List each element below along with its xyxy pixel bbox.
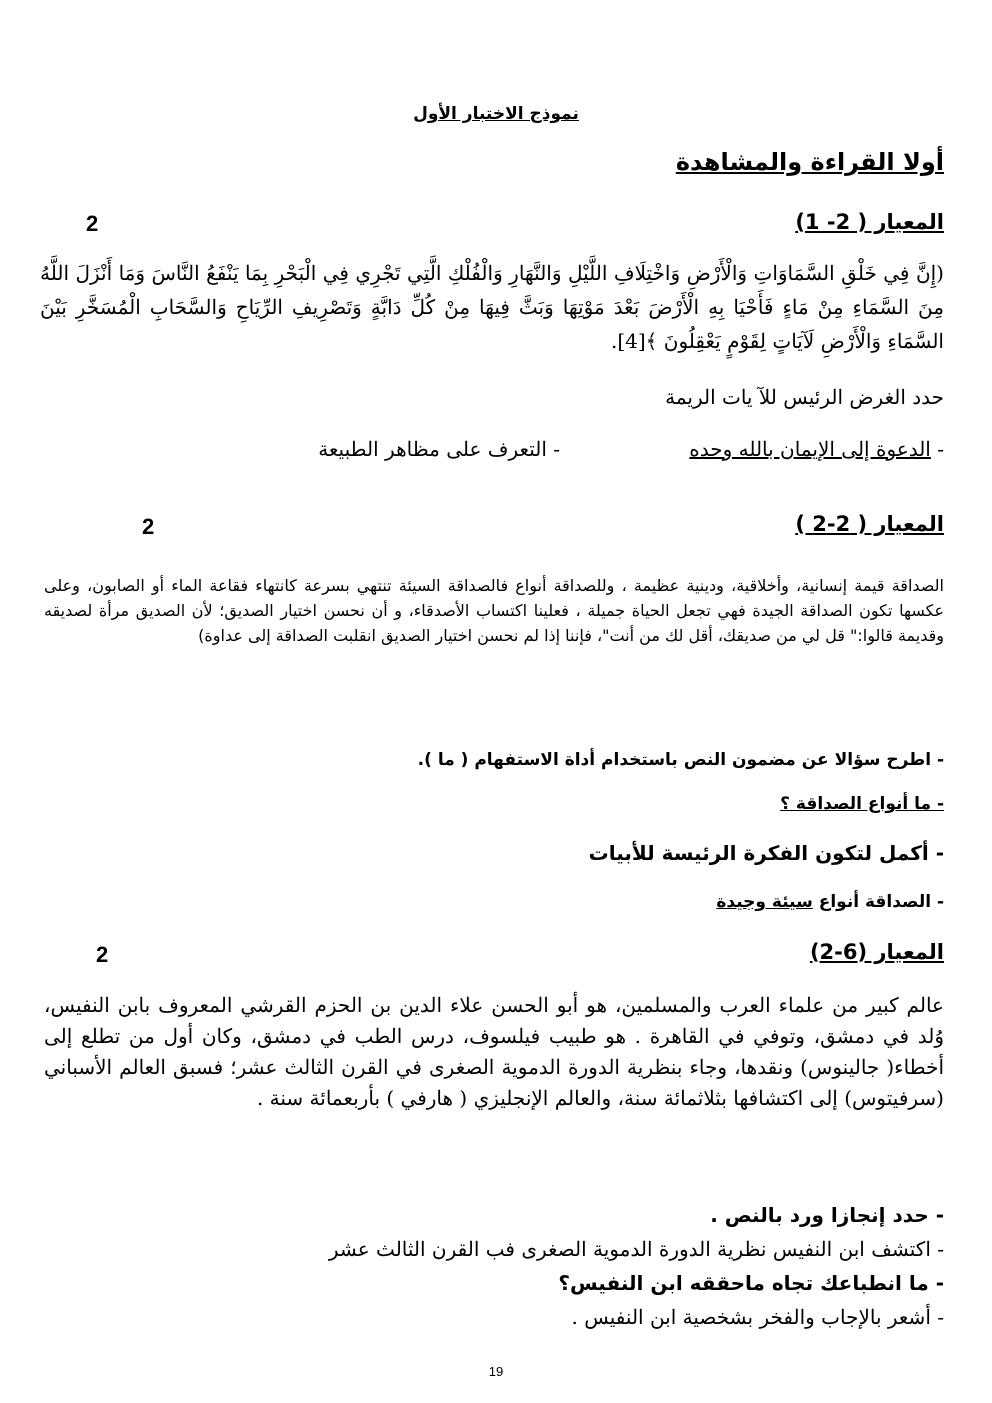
q3-answer-prefix: - الصداقة أنواع [812,892,944,912]
q3-answer [716,892,944,912]
quran-verse: (إِنَّ فِي خَلْقِ السَّمَاوَاتِ وَالْأَرْضِ وَاخْتِلَافِ اللَّيْلِ وَالنَّهَارِ وَالْفُلْكِ الَّتِي تَجْرِي فِي الْبَحْرِ بِمَا يَنْفَعُ النَّاسَ وَمَا أَنْزَلَ اللَّهُ مِنَ السَّمَاءِ مِنْ مَاءٍ فَأَحْيَا بِهِ الْأَرْضَ بَعْدَ مَوْتِهَا وَبَثَّ فِيهَا مِنْ كُلِّ دَابَّةٍ وَتَصْرِيفِ الرِّيَاحِ وَالسَّحَابِ الْمُسَخَّرِ بَيْنَ السَّمَاءِ وَالْأَرْضِ لَآيَاتٍ لِقَوْمٍ يَعْقِلُونَ ﴾[4]. [40,261,944,353]
page-title: نموذج الاختبار الأول [413,104,579,124]
q1-question: حدد الغرض الرئيس للآ يات الريمة [665,385,944,409]
criterion-1-label: المعيار ( 2- 1) [795,210,944,234]
q1-option-b: - التعرف على مظاهر الطبيعة [318,437,560,461]
q1-option-a-text: الدعوة إلى الإيمان بالله وحده [689,437,931,461]
friendship-paragraph: الصداقة قيمة إنسانية، وأخلاقية، ودينية عظيمة ، وللصداقة أنواع فالصداقة السيئة تنتهي بسرعة كانتهاء فقاعة الماء أو الصابون، وعلى عكسها تكون الصداقة الجيدة فهي تجعل الحياة جميلة ، فعلينا اكتساب الأصدقاء، و أن نحسن اختيار الصديق؛ لأن الصديق مرأة لصديقه وقديمة قالوا:" قل لي من صديقك، أقل لك من أنت"، فإننا إذا لم نحسن اختيار الصديق انقلبت الصداقة إلى عداوة) [44,576,944,645]
ibn-nafis-paragraph: عالم كبير من علماء العرب والمسلمين، هو أبو الحسن علاء الدين بن الحزم القرشي المعروف بابن النفيس، وُلد في دمشق، وتوفي في القاهرة . هو طبيب فيلسوف، درس الطب في دمشق، وكان أول من تطلع إلى أخطاء( جالينوس) ونقدها، وجاء بنظرية الدورة الدموية الصغرى في القرن الثالث عشر؛ فسبق العالم الأسباني (سرفيتوس) إلى اكتشافها بثلاثمائة سنة، والعالم الإنجليزي ( هارفي ) بأربعمائة سنة . [44,993,945,1110]
q5-answer: - أشعر بالإجاب والفخر بشخصية ابن النفيس . [571,1305,944,1329]
page-number: 19 [488,1364,504,1379]
q1-option-a [689,437,944,461]
criterion-1-score: 2 [86,211,99,236]
q4-question: - حدد إنجازا ورد بالنص . [710,1203,944,1227]
q4-answer: - اكتشف ابن النفيس نظرية الدورة الدموية الصغرى فب القرن الثالث عشر [328,1237,944,1261]
q5-question: - ما انطباعك تجاه ماحققه ابن النفيس؟ [558,1271,944,1295]
q1-option-a-dash: - [937,437,944,461]
criterion-2-label: المعيار ( 2-2 ) [795,512,944,536]
q2-answer: - ما أنواع الصداقة ؟ [780,794,944,814]
q2-question: - اطرح سؤالا عن مضمون النص باستخدام أداة الاستفهام ( ما ). [417,750,944,770]
criterion-3-score: 2 [96,942,109,967]
criterion-3-label: المعيار (6-2) [809,940,944,964]
section-heading: أولا القراءة والمشاهدة [675,148,944,176]
criterion-2-score: 2 [142,514,155,539]
q3-answer-underlined: سيئة وجيدة [716,892,813,912]
q3-question: - أكمل لتكون الفكرة الرئيسة للأبيات [588,841,944,865]
